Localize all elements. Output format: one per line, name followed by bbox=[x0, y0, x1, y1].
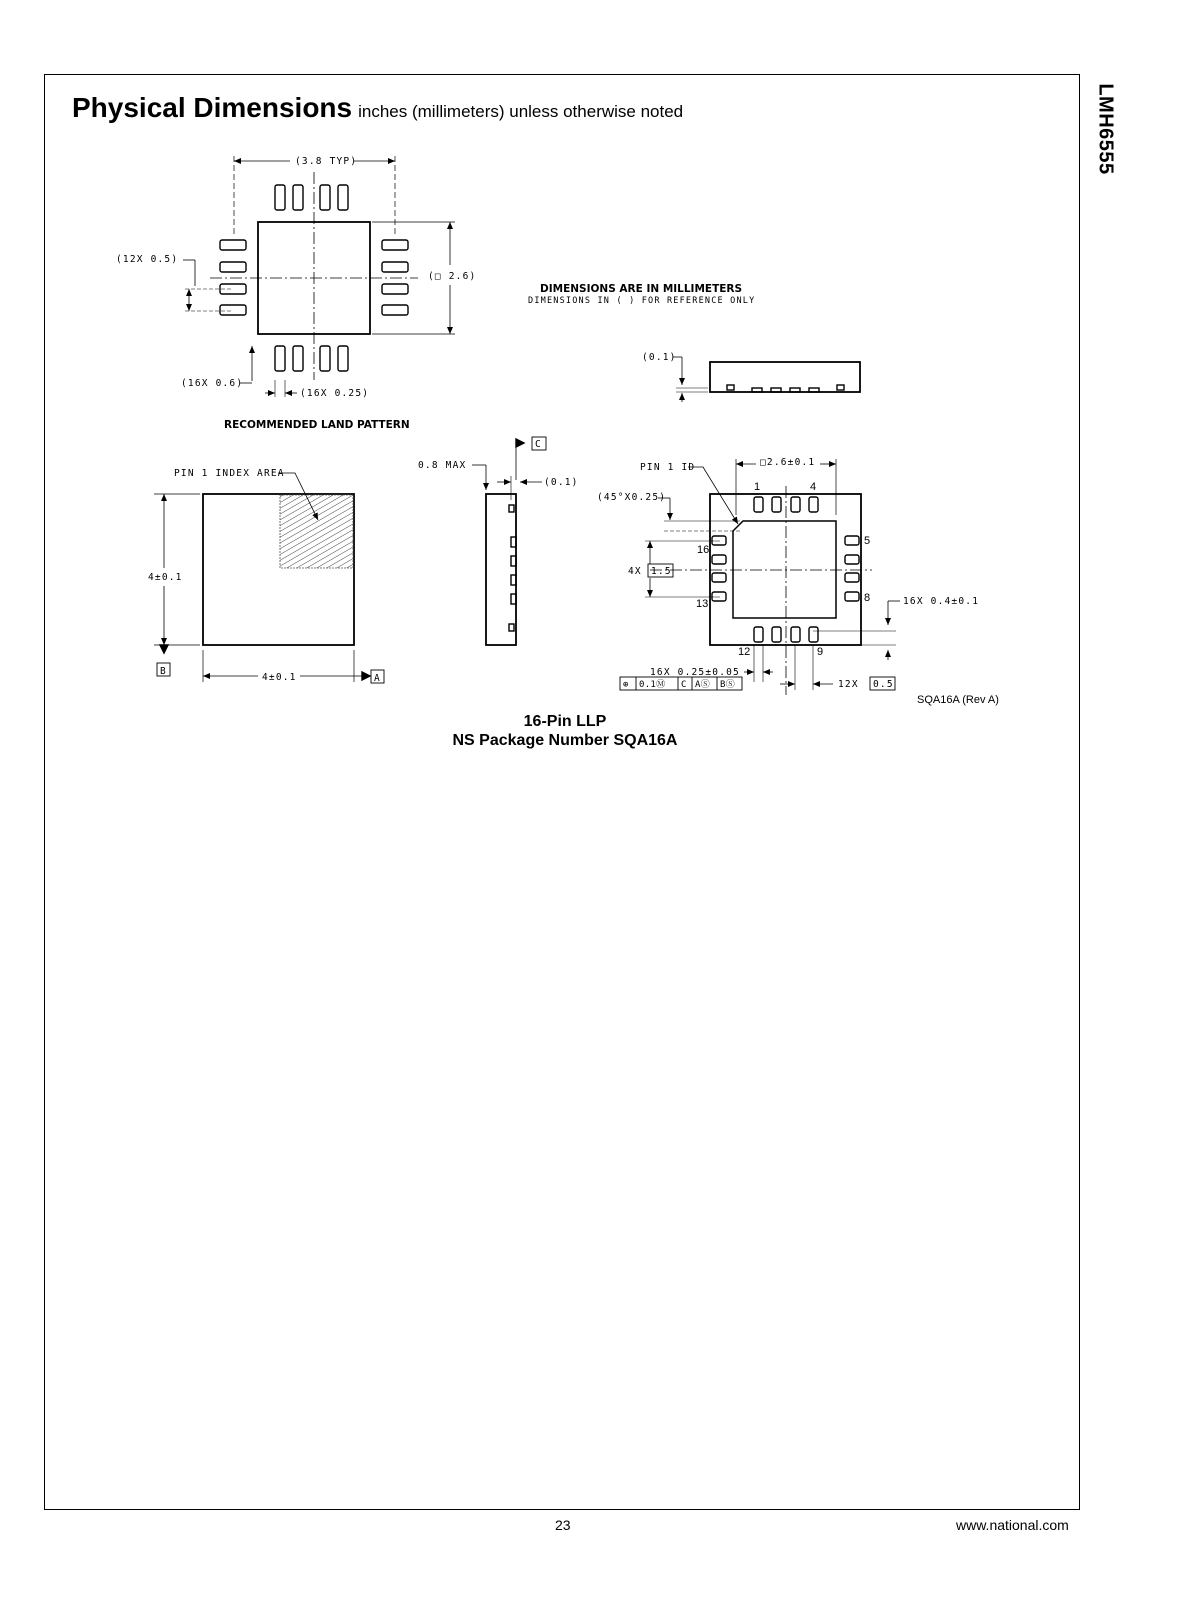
dim-land-pad-width: (16X 0.25) bbox=[300, 388, 370, 399]
tolerance-datum-c: C bbox=[681, 680, 687, 690]
pin1-index-area bbox=[280, 495, 353, 568]
datum-a: A bbox=[374, 673, 381, 684]
tolerance-datum-b: BⓈ bbox=[720, 680, 736, 690]
dim-max-height: 0.8 MAX bbox=[418, 460, 467, 471]
pin-label-5: 5 bbox=[864, 535, 871, 547]
dim-land-pad-length: (16X 0.6) bbox=[181, 378, 244, 389]
dim-pin-span-value: 1.5 bbox=[651, 566, 672, 577]
land-pattern-view bbox=[183, 156, 455, 397]
pin-label-12: 12 bbox=[738, 646, 751, 658]
tolerance-datum-a: AⓈ bbox=[695, 680, 711, 690]
top-view bbox=[154, 473, 384, 683]
dim-standoff: (0.1) bbox=[544, 477, 579, 488]
datum-b: B bbox=[160, 666, 167, 677]
part-number: LMH6555 bbox=[1094, 83, 1117, 175]
package-side-outline bbox=[486, 494, 516, 645]
page-number: 23 bbox=[555, 1517, 571, 1533]
pin1-index-label: PIN 1 INDEX AREA bbox=[174, 468, 285, 479]
dim-land-width: (3.8 TYP) bbox=[295, 156, 358, 167]
side-view bbox=[472, 437, 546, 645]
dim-chamfer: (45°X0.25) bbox=[597, 492, 667, 503]
dim-land-body: (□ 2.6) bbox=[428, 271, 477, 282]
exposed-pad bbox=[733, 521, 836, 618]
package-caption bbox=[400, 712, 730, 750]
side-view-top bbox=[673, 357, 860, 402]
pin1-id-label: PIN 1 ID bbox=[640, 462, 696, 473]
heading-subtitle: inches (millimeters) unless otherwise noted bbox=[358, 102, 684, 121]
dim-side-top: (0.1) bbox=[642, 352, 677, 363]
caption-line-1: 16-Pin LLP bbox=[523, 713, 607, 730]
dim-top-width: 4±0.1 bbox=[262, 672, 297, 683]
tolerance-symbol: ⊕ bbox=[623, 680, 629, 690]
tolerance-value: 0.1Ⓜ bbox=[639, 680, 666, 690]
pin-label-1: 1 bbox=[754, 481, 761, 493]
dim-pitch-prefix: 12X bbox=[838, 679, 859, 690]
dim-pitch-value: 0.5 bbox=[873, 679, 894, 690]
footer-website: www.national.com bbox=[956, 1517, 1069, 1533]
revision-label: SQA16A (Rev A) bbox=[917, 694, 999, 706]
dim-pad-length: 16X 0.4±0.1 bbox=[903, 596, 980, 607]
pin-label-13: 13 bbox=[696, 598, 709, 610]
dim-pin-span-prefix: 4X bbox=[628, 566, 642, 577]
pin-label-9: 9 bbox=[817, 646, 824, 658]
datum-c: C bbox=[535, 439, 542, 450]
heading-title: Physical Dimensions bbox=[72, 92, 353, 123]
pin-label-4: 4 bbox=[810, 481, 817, 493]
dim-land-pitch: (12X 0.5) bbox=[116, 254, 179, 265]
land-pattern-label: RECOMMENDED LAND PATTERN bbox=[224, 419, 410, 431]
note-line-1: DIMENSIONS ARE IN MILLIMETERS bbox=[540, 283, 743, 295]
dim-top-height: 4±0.1 bbox=[148, 572, 183, 583]
dim-pad-size: □2.6±0.1 bbox=[760, 457, 816, 468]
note-line-2: DIMENSIONS IN ( ) FOR REFERENCE ONLY bbox=[528, 296, 756, 306]
caption-line-2: NS Package Number SQA16A bbox=[452, 732, 678, 749]
package-drawing bbox=[0, 0, 1194, 720]
pin-label-8: 8 bbox=[864, 592, 871, 604]
pin-label-16: 16 bbox=[697, 544, 710, 556]
dim-pad-width: 16X 0.25±0.05 bbox=[650, 667, 740, 678]
